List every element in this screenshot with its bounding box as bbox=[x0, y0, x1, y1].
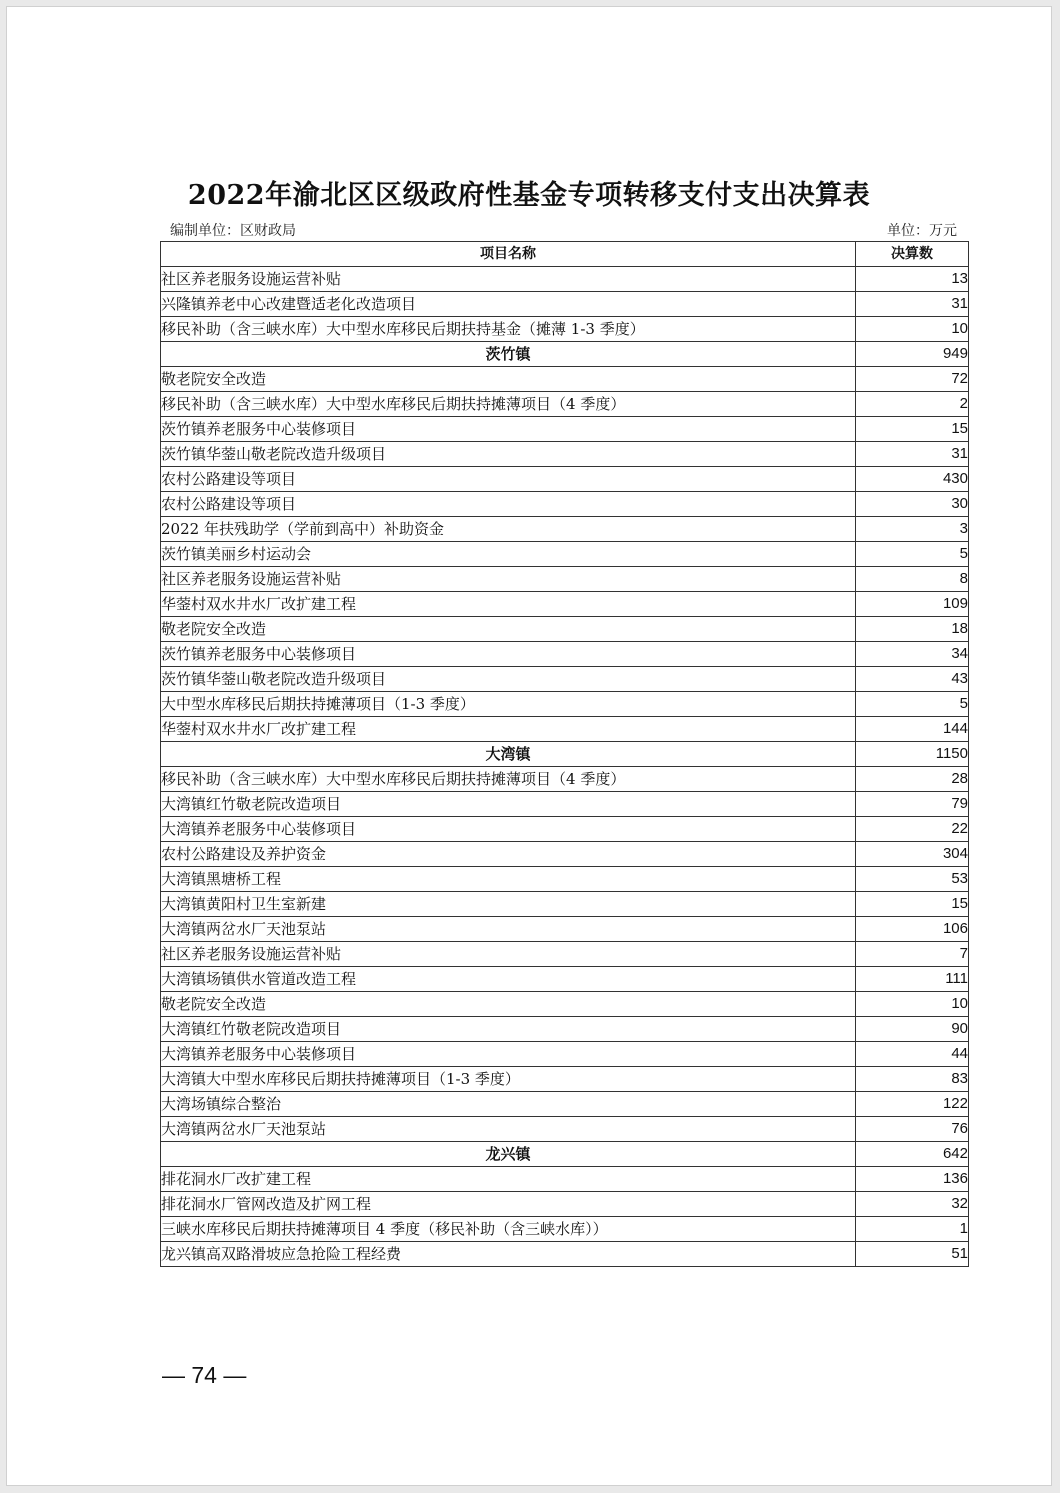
table-row bbox=[161, 667, 969, 692]
page-title: 2022年渝北区区级政府性基金专项转移支付支出决算表 bbox=[187, 180, 871, 211]
table-row bbox=[161, 892, 969, 917]
amount-cell: 1 bbox=[856, 1217, 969, 1242]
project-name-cell: 大湾镇黑塘桥工程 bbox=[161, 867, 856, 892]
amount-cell: 15 bbox=[856, 892, 969, 917]
amount-cell: 72 bbox=[856, 367, 969, 392]
amount-cell: 44 bbox=[856, 1042, 969, 1067]
project-name-cell: 农村公路建设等项目 bbox=[161, 492, 856, 517]
project-name-cell: 茨竹镇华蓥山敬老院改造升级项目 bbox=[161, 442, 856, 467]
page-number: — 74 — bbox=[162, 1362, 247, 1388]
table-header-row bbox=[161, 242, 969, 267]
project-name-cell: 大湾镇大中型水库移民后期扶持摊薄项目（1-3 季度） bbox=[161, 1067, 856, 1092]
project-name-cell: 移民补助（含三峡水库）大中型水库移民后期扶持基金（摊薄 1-3 季度） bbox=[161, 317, 856, 342]
table-row bbox=[161, 317, 969, 342]
project-name-cell: 大湾镇红竹敬老院改造项目 bbox=[161, 1017, 856, 1042]
project-name-cell: 大湾场镇综合整治 bbox=[161, 1092, 856, 1117]
amount-cell: 109 bbox=[856, 592, 969, 617]
project-name-cell: 排花洞水厂改扩建工程 bbox=[161, 1167, 856, 1192]
table-row bbox=[161, 267, 969, 292]
amount-cell: 31 bbox=[856, 292, 969, 317]
project-name-cell: 三峡水库移民后期扶持摊薄项目 4 季度（移民补助（含三峡水库）） bbox=[161, 1217, 856, 1242]
project-name-cell: 社区养老服务设施运营补贴 bbox=[161, 567, 856, 592]
table-row bbox=[161, 842, 969, 867]
project-name-cell: 茨竹镇华蓥山敬老院改造升级项目 bbox=[161, 667, 856, 692]
project-name-cell: 大湾镇两岔水厂天池泵站 bbox=[161, 917, 856, 942]
group-name-cell: 茨竹镇 bbox=[161, 342, 856, 367]
amount-cell: 13 bbox=[856, 267, 969, 292]
amount-cell: 32 bbox=[856, 1192, 969, 1217]
amount-cell: 136 bbox=[856, 1167, 969, 1192]
project-name-cell: 茨竹镇养老服务中心装修项目 bbox=[161, 642, 856, 667]
project-name-cell: 敬老院安全改造 bbox=[161, 367, 856, 392]
project-name-cell: 敬老院安全改造 bbox=[161, 992, 856, 1017]
unit-label: 单位：万元 bbox=[887, 223, 957, 239]
project-name-cell: 华蓥村双水井水厂改扩建工程 bbox=[161, 717, 856, 742]
table-row bbox=[161, 1092, 969, 1117]
project-name-cell: 大湾镇红竹敬老院改造项目 bbox=[161, 792, 856, 817]
budget-table bbox=[160, 241, 969, 1267]
table-row bbox=[161, 692, 969, 717]
amount-cell: 10 bbox=[856, 317, 969, 342]
table-row bbox=[161, 1242, 969, 1267]
amount-cell: 28 bbox=[856, 767, 969, 792]
amount-cell: 43 bbox=[856, 667, 969, 692]
group-row bbox=[161, 742, 969, 767]
table-row bbox=[161, 542, 969, 567]
project-name-cell: 移民补助（含三峡水库）大中型水库移民后期扶持摊薄项目（4 季度） bbox=[161, 392, 856, 417]
project-name-cell: 农村公路建设及养护资金 bbox=[161, 842, 856, 867]
group-amount-cell: 949 bbox=[856, 342, 969, 367]
amount-cell: 76 bbox=[856, 1117, 969, 1142]
amount-cell: 5 bbox=[856, 542, 969, 567]
table-row bbox=[161, 517, 969, 542]
project-name-cell: 排花洞水厂管网改造及扩网工程 bbox=[161, 1192, 856, 1217]
table-row bbox=[161, 1217, 969, 1242]
table-row bbox=[161, 1017, 969, 1042]
project-name-cell: 社区养老服务设施运营补贴 bbox=[161, 267, 856, 292]
table-row bbox=[161, 642, 969, 667]
amount-cell: 22 bbox=[856, 817, 969, 842]
project-name-cell: 大湾镇黄阳村卫生室新建 bbox=[161, 892, 856, 917]
amount-cell: 430 bbox=[856, 467, 969, 492]
amount-cell: 144 bbox=[856, 717, 969, 742]
group-name-cell: 大湾镇 bbox=[161, 742, 856, 767]
amount-cell: 304 bbox=[856, 842, 969, 867]
amount-cell: 122 bbox=[856, 1092, 969, 1117]
table-row bbox=[161, 292, 969, 317]
group-row bbox=[161, 342, 969, 367]
table-row bbox=[161, 967, 969, 992]
amount-cell: 53 bbox=[856, 867, 969, 892]
table-row bbox=[161, 567, 969, 592]
table-row bbox=[161, 867, 969, 892]
amount-cell: 8 bbox=[856, 567, 969, 592]
table-row bbox=[161, 792, 969, 817]
table-row bbox=[161, 467, 969, 492]
group-amount-cell: 1150 bbox=[856, 742, 969, 767]
table-row bbox=[161, 1192, 969, 1217]
project-name-cell: 大湾镇养老服务中心装修项目 bbox=[161, 1042, 856, 1067]
table-row bbox=[161, 942, 969, 967]
document-page bbox=[6, 6, 1052, 1486]
table-row bbox=[161, 1167, 969, 1192]
amount-cell: 15 bbox=[856, 417, 969, 442]
project-name-cell: 龙兴镇高双路滑坡应急抢险工程经费 bbox=[161, 1242, 856, 1267]
amount-cell: 111 bbox=[856, 967, 969, 992]
project-name-cell: 社区养老服务设施运营补贴 bbox=[161, 942, 856, 967]
table-row bbox=[161, 1042, 969, 1067]
compiler-label: 编制单位：区财政局 bbox=[170, 223, 296, 239]
table-row bbox=[161, 392, 969, 417]
header-final-amount: 决算数 bbox=[856, 242, 969, 267]
amount-cell: 7 bbox=[856, 942, 969, 967]
project-name-cell: 大湾镇两岔水厂天池泵站 bbox=[161, 1117, 856, 1142]
amount-cell: 5 bbox=[856, 692, 969, 717]
table-row bbox=[161, 767, 969, 792]
amount-cell: 79 bbox=[856, 792, 969, 817]
project-name-cell: 大湾镇养老服务中心装修项目 bbox=[161, 817, 856, 842]
table-row bbox=[161, 1067, 969, 1092]
project-name-cell: 大中型水库移民后期扶持摊薄项目（1-3 季度） bbox=[161, 692, 856, 717]
table-row bbox=[161, 442, 969, 467]
table-row bbox=[161, 917, 969, 942]
table-body bbox=[161, 267, 969, 1267]
amount-cell: 30 bbox=[856, 492, 969, 517]
table-row bbox=[161, 617, 969, 642]
table-row bbox=[161, 992, 969, 1017]
table-row bbox=[161, 492, 969, 517]
amount-cell: 83 bbox=[856, 1067, 969, 1092]
project-name-cell: 农村公路建设等项目 bbox=[161, 467, 856, 492]
project-name-cell: 大湾镇场镇供水管道改造工程 bbox=[161, 967, 856, 992]
table-row bbox=[161, 717, 969, 742]
project-name-cell: 2022 年扶残助学（学前到高中）补助资金 bbox=[161, 517, 856, 542]
group-amount-cell: 642 bbox=[856, 1142, 969, 1167]
header-project-name: 项目名称 bbox=[161, 242, 856, 267]
project-name-cell: 移民补助（含三峡水库）大中型水库移民后期扶持摊薄项目（4 季度） bbox=[161, 767, 856, 792]
project-name-cell: 敬老院安全改造 bbox=[161, 617, 856, 642]
project-name-cell: 华蓥村双水井水厂改扩建工程 bbox=[161, 592, 856, 617]
amount-cell: 2 bbox=[856, 392, 969, 417]
amount-cell: 18 bbox=[856, 617, 969, 642]
amount-cell: 3 bbox=[856, 517, 969, 542]
project-name-cell: 兴隆镇养老中心改建暨适老化改造项目 bbox=[161, 292, 856, 317]
project-name-cell: 茨竹镇美丽乡村运动会 bbox=[161, 542, 856, 567]
table-row bbox=[161, 417, 969, 442]
table-row bbox=[161, 367, 969, 392]
group-name-cell: 龙兴镇 bbox=[161, 1142, 856, 1167]
table-row bbox=[161, 1117, 969, 1142]
group-row bbox=[161, 1142, 969, 1167]
amount-cell: 51 bbox=[856, 1242, 969, 1267]
amount-cell: 34 bbox=[856, 642, 969, 667]
project-name-cell: 茨竹镇养老服务中心装修项目 bbox=[161, 417, 856, 442]
amount-cell: 31 bbox=[856, 442, 969, 467]
amount-cell: 90 bbox=[856, 1017, 969, 1042]
table-row bbox=[161, 592, 969, 617]
table-row bbox=[161, 817, 969, 842]
amount-cell: 106 bbox=[856, 917, 969, 942]
amount-cell: 10 bbox=[856, 992, 969, 1017]
